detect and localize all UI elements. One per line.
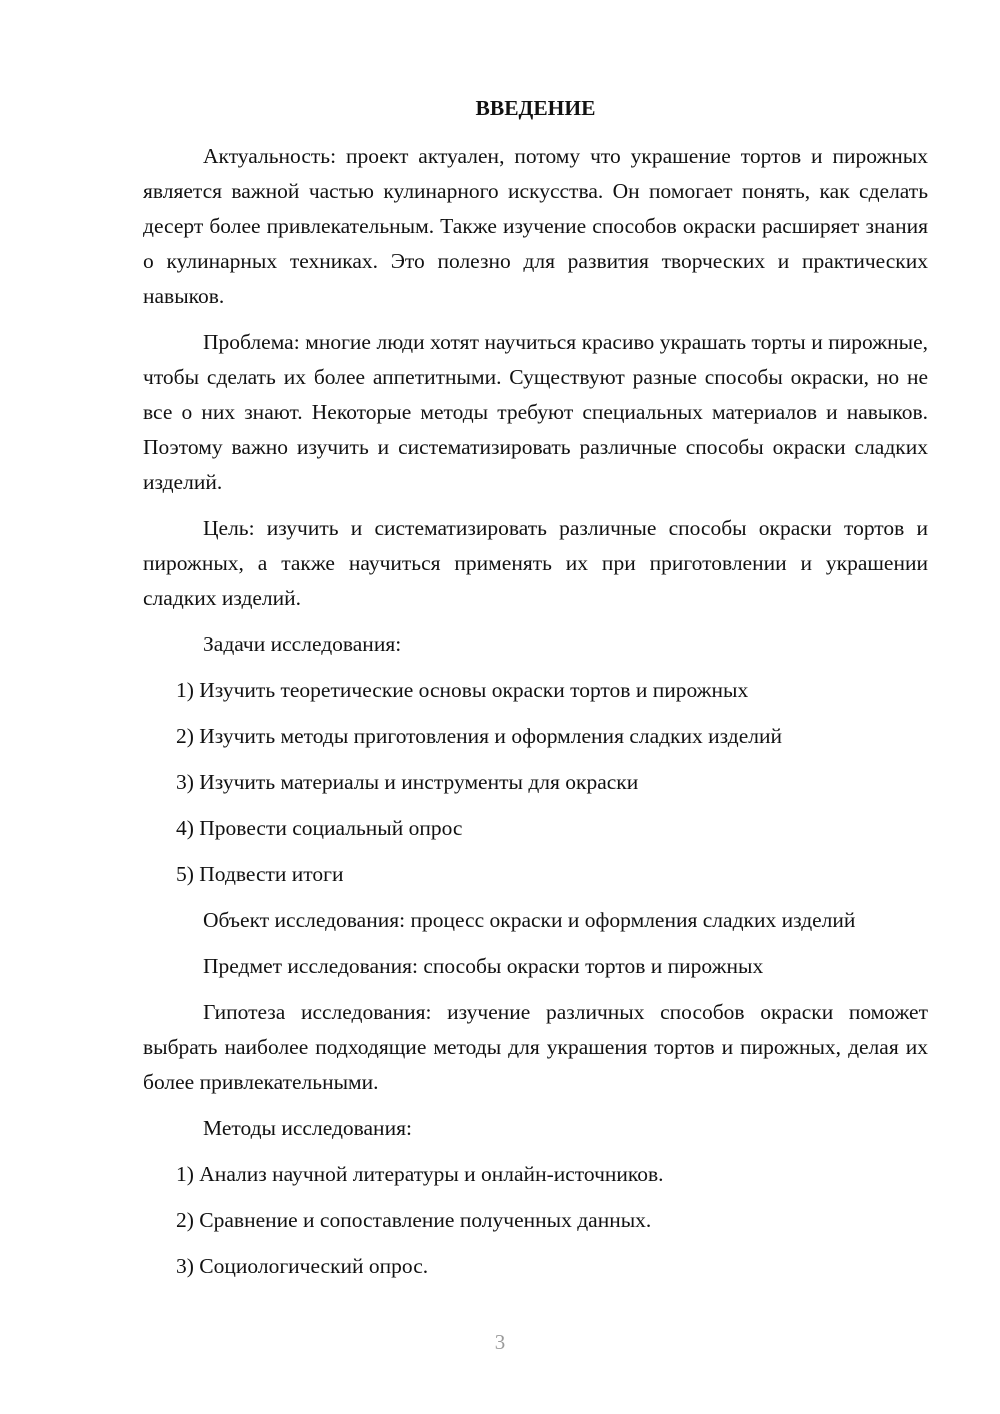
- page-content: [143, 88, 928, 1295]
- section-heading: ВВЕДЕНИЕ: [475, 96, 596, 120]
- goal-paragraph: Цель: изучить и систематизировать различные способы окраски тортов и пирожных, а также научиться применять их при приготовлении и украшении сладких изделий.: [143, 516, 928, 610]
- object-paragraph: Объект исследования: процесс окраски и оформления сладких изделий: [203, 908, 856, 932]
- hypothesis-paragraph: Гипотеза исследования: изучение различных способов окраски поможет выбрать наиболее подходящие методы для украшения тортов и пирожных, делая их более привлекательными.: [143, 1000, 928, 1094]
- subject-paragraph: Предмет исследования: способы окраски тортов и пирожных: [203, 954, 764, 978]
- task-item: 5) Подвести итоги: [176, 862, 344, 886]
- relevance-paragraph: Актуальность: проект актуален, потому что украшение тортов и пирожных является важной частью кулинарного искусства. Он помогает понять, как сделать десерт более привлекательным. Также изучение способов окраски расширяет знания о кулинарных техниках. Это полезно для развития творческих и практических навыков.: [143, 144, 928, 308]
- task-item: 4) Провести социальный опрос: [176, 816, 463, 840]
- task-item: 1) Изучить теоретические основы окраски тортов и пирожных: [176, 678, 749, 702]
- task-item: 2) Изучить методы приготовления и оформления сладких изделий: [176, 724, 782, 748]
- method-item: 2) Сравнение и сопоставление полученных данных.: [176, 1208, 652, 1232]
- page-number: 3: [494, 1330, 506, 1354]
- method-item: 1) Анализ научной литературы и онлайн-источников.: [176, 1162, 664, 1186]
- methods-heading: Методы исследования:: [203, 1116, 412, 1140]
- problem-paragraph: Проблема: многие люди хотят научиться красиво украшать торты и пирожные, чтобы сделать их более аппетитными. Существуют разные способы окраски, но не все о них знают. Некоторые методы требуют специальных материалов и навыков. Поэтому важно изучить и систематизировать различные способы окраски сладких изделий.: [143, 330, 928, 494]
- task-item: 3) Изучить материалы и инструменты для окраски: [176, 770, 639, 794]
- tasks-heading: Задачи исследования:: [203, 632, 402, 656]
- method-item: 3) Социологический опрос.: [176, 1254, 429, 1278]
